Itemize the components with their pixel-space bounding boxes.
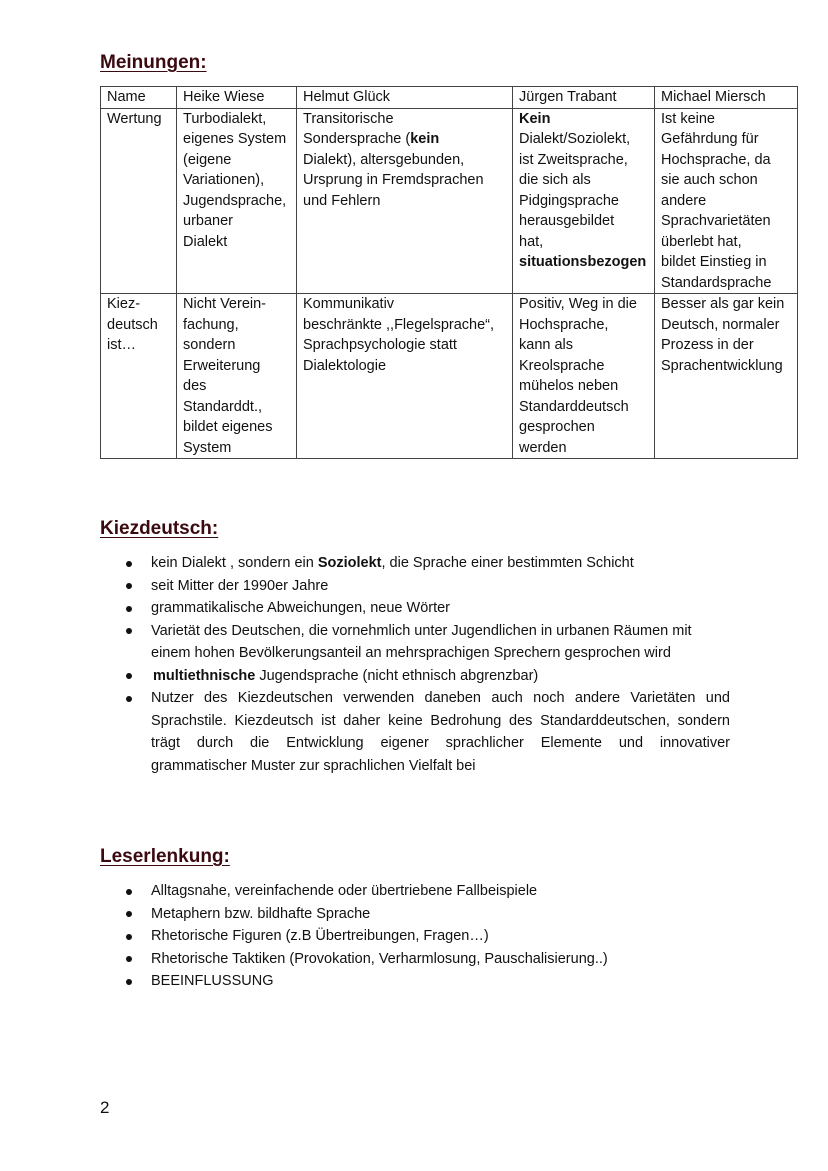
text-fragment: grammatikalische Abweichungen, neue Wörter <box>151 600 451 616</box>
cell-line: kann als <box>519 337 574 353</box>
cell-line: Hochsprache, <box>519 316 609 333</box>
header-helmut-glueck: Helmut Glück <box>297 87 513 109</box>
bold-multiethnische: multiethnische <box>153 667 256 684</box>
list-item <box>120 970 730 993</box>
text-line: Sprachstile. Kiezdeutsch ist daher keine Bedrohung des Standarddeutschen, sondern <box>151 712 730 729</box>
cell-line: sie auch schon <box>661 172 758 188</box>
cell-line: Kommunikativ <box>303 296 395 312</box>
cell-miersch-kiezdeutsch <box>655 294 798 459</box>
cell-line: Kreolsprache <box>519 357 605 374</box>
cell-line: sondern <box>183 337 236 353</box>
text-fragment: , die Sprache einer bestimmten Schicht <box>381 555 634 571</box>
cell-line: Deutsch, normaler <box>661 316 780 333</box>
cell-line: Jugendsprache, <box>183 192 287 209</box>
cell-line: werden <box>519 439 567 456</box>
cell-line: Pidgingsprache <box>519 192 619 209</box>
heading-leserlenkung: Leserlenkung: <box>100 846 230 867</box>
list-item <box>120 597 730 620</box>
cell-wiese-wertung <box>177 108 297 294</box>
cell-line: Erweiterung <box>183 357 261 374</box>
cell-line: Ist keine <box>661 110 715 127</box>
text-fragment: Alltagsnahe, vereinfachende oder übertriebene Fallbeispiele <box>151 883 538 899</box>
header-juergen-trabant: Jürgen Trabant <box>513 87 655 109</box>
text-fragment: Jugendsprache (nicht ethnisch abgrenzbar) <box>255 667 539 684</box>
cell-glueck-kiezdeutsch <box>297 294 513 459</box>
header-michael-miersch: Michael Miersch <box>655 87 798 109</box>
cell-line: Transitorische <box>303 110 394 127</box>
cell-line: eigenes System <box>183 131 287 147</box>
text-line: Varietät des Deutschen, die vornehmlich unter Jugendlichen in urbanen Räumen mit <box>151 622 692 639</box>
table-header-row <box>101 87 798 109</box>
cell-trabant-wertung <box>513 108 655 294</box>
cell-line: gesprochen <box>519 419 595 435</box>
cell-line: Besser als gar kein <box>661 296 785 312</box>
heading-kiezdeutsch: Kiezdeutsch: <box>100 518 219 539</box>
cell-trabant-kiezdeutsch <box>513 294 655 459</box>
cell-line: Nicht Verein- <box>183 296 267 312</box>
list-item <box>120 687 730 777</box>
cell-line: andere <box>661 192 707 209</box>
row-label-kiezdeutsch-ist <box>101 294 177 459</box>
cell-line <box>303 129 506 150</box>
list-item <box>120 948 730 971</box>
cell-line: Prozess in der <box>661 337 754 353</box>
cell-line: Standarddeutsch <box>519 398 629 415</box>
cell-line: Dialekt <box>183 233 228 250</box>
cell-line: urbaner <box>183 213 233 229</box>
table-row-wertung <box>101 108 798 294</box>
cell-line: Hochsprache, da <box>661 151 771 168</box>
cell-line: die sich als <box>519 172 591 188</box>
cell-line: überlebt hat, <box>661 233 742 250</box>
cell-glueck-wertung <box>297 108 513 294</box>
cell-line: herausgebildet <box>519 213 615 229</box>
cell-line: ist Zweitsprache, <box>519 151 628 168</box>
cell-line: bildet Einstieg in <box>661 254 767 270</box>
header-heike-wiese: Heike Wiese <box>177 87 297 109</box>
text-line: Nutzer des Kiezdeutschen verwenden daneben auch noch andere Varietäten und <box>151 690 730 706</box>
text-fragment: Rhetorische Taktiken (Provokation, Verharmlosung, Pauschalisierung..) <box>151 950 608 967</box>
text-line: grammatischer Muster zur sprachlichen Vielfalt bei <box>151 757 476 774</box>
kiezdeutsch-list <box>120 552 730 777</box>
cell-line: (eigene <box>183 151 232 168</box>
cell-line: Turbodialekt, <box>183 110 267 127</box>
cell-line: Variationen), <box>183 172 265 188</box>
text-line: trägt durch die Entwicklung eigener sprachlicher Elemente und innovativer <box>151 735 730 751</box>
cell-line-bold: Kein <box>519 110 551 127</box>
list-item <box>120 575 730 598</box>
list-item <box>120 620 730 665</box>
row-label-wertung <box>101 108 177 294</box>
list-item <box>120 925 730 948</box>
cell-line: Dialektologie <box>303 357 387 374</box>
cell-line: fachung, <box>183 316 239 333</box>
cell-line: bildet eigenes <box>183 419 273 435</box>
bold-soziolekt: Soziolekt <box>317 555 382 571</box>
cell-line: deutsch <box>107 316 158 333</box>
cell-line: Gefährdung für <box>661 131 759 147</box>
cell-line: System <box>183 439 232 456</box>
cell-line: hat, <box>519 233 544 250</box>
cell-line: des <box>183 378 207 394</box>
text-fragment: Metaphern bzw. bildhafte Sprache <box>151 905 371 922</box>
cell-line: mühelos neben <box>519 378 619 394</box>
header-name: Name <box>101 87 177 109</box>
cell-line: Sprachvarietäten <box>661 213 771 229</box>
cell-line: Standarddt., <box>183 398 262 415</box>
cell-line: Dialekt), altersgebunden, <box>303 151 465 168</box>
heading-meinungen: Meinungen: <box>100 52 207 73</box>
cell-line: Ursprung in Fremdsprachen <box>303 172 484 188</box>
text-fragment: kein Dialekt , sondern ein <box>151 555 318 571</box>
leserlenkung-list <box>120 880 730 993</box>
text-fragment: Sondersprache ( <box>303 131 411 147</box>
cell-line: Standardsprache <box>661 274 772 291</box>
cell-miersch-wertung <box>655 108 798 294</box>
cell-line-bold: situationsbezogen <box>519 254 647 270</box>
cell-line: und Fehlern <box>303 192 381 209</box>
cell-line: Sprachpsychologie statt <box>303 337 457 353</box>
list-item <box>120 880 730 903</box>
cell-line: Sprachentwicklung <box>661 357 783 374</box>
list-item <box>120 552 730 575</box>
cell-line: Wertung <box>107 110 162 127</box>
cell-line: Kiez- <box>107 296 141 312</box>
list-item <box>120 903 730 926</box>
text-fragment: seit Mitter der 1990er Jahre <box>151 577 329 594</box>
opinions-table <box>100 86 798 459</box>
table-row-kiezdeutsch-ist <box>101 294 798 459</box>
page-number: 2 <box>100 1098 110 1117</box>
text-fragment: Rhetorische Figuren (z.B Übertreibungen, Fragen…) <box>151 928 489 944</box>
list-item <box>120 665 730 688</box>
cell-line: Dialekt/Soziolekt, <box>519 131 631 147</box>
cell-line: Positiv, Weg in die <box>519 296 637 312</box>
bold-kein: kein <box>410 131 440 147</box>
cell-line: beschränkte ,,Flegelsprache“, <box>303 316 495 333</box>
text-fragment: BEEINFLUSSUNG <box>151 973 274 989</box>
cell-line: ist… <box>107 337 136 353</box>
cell-wiese-kiezdeutsch <box>177 294 297 459</box>
text-line: einem hohen Bevölkerungsanteil an mehrsprachigen Sprechern gesprochen wird <box>151 645 671 661</box>
